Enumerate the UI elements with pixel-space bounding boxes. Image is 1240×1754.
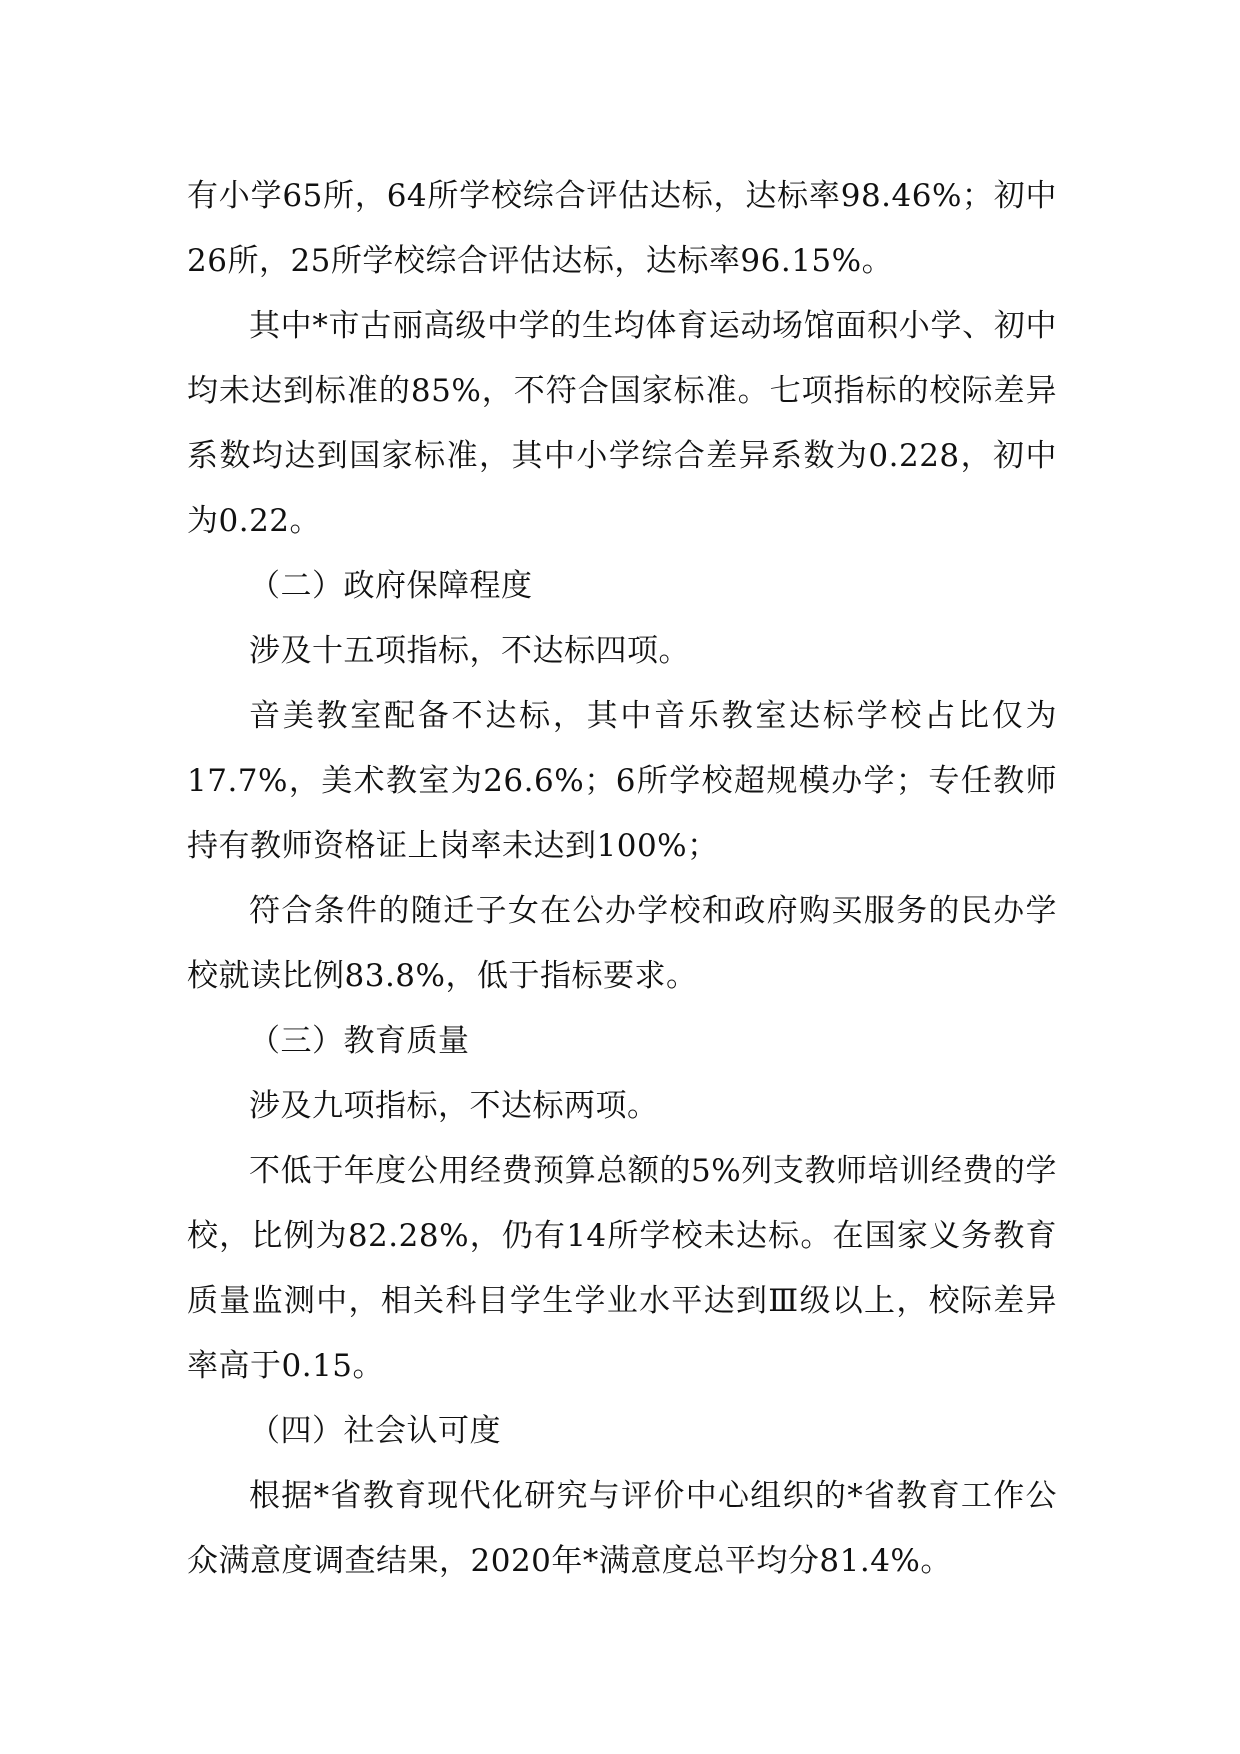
paragraph-training-funds: 不低于年度公用经费预算总额的5%列支教师培训经费的学校，比例为82.28%，仍有14所学校未达标。在国家义务教育质量监测中，相关科目学生学业水平达到Ⅲ级以上，校际差异率高于0.15。 (187, 1153, 1057, 1384)
paragraph-school-assessment: 有小学65所，64所学校综合评估达标，达标率98.46%；初中26所，25所学校综合评估达标，达标率96.15%。 (187, 178, 1057, 279)
document-page (187, 164, 1057, 1594)
paragraph-fifteen-indicators: 涉及十五项指标，不达标四项。 (249, 633, 690, 669)
paragraph-nine-indicators: 涉及九项指标，不达标两项。 (249, 1088, 659, 1124)
section-heading-government-guarantee: （二）政府保障程度 (249, 568, 533, 604)
paragraph-sports-facility: 其中*市古丽高级中学的生均体育运动场馆面积小学、初中均未达到标准的85%，不符合国家标准。七项指标的校际差异系数均达到国家标准，其中小学综合差异系数为0.228，初中为0.22。 (187, 308, 1057, 539)
section-heading-social-recognition: （四）社会认可度 (249, 1413, 501, 1449)
paragraph-music-art-rooms: 音美教室配备不达标，其中音乐教室达标学校占比仅为17.7%，美术教室为26.6%；6所学校超规模办学；专任教师持有教师资格证上岗率未达到100%； (187, 698, 1057, 864)
section-heading-education-quality: （三）教育质量 (249, 1023, 470, 1059)
paragraph-satisfaction-survey: 根据*省教育现代化研究与评价中心组织的*省教育工作公众满意度调查结果，2020年*满意度总平均分81.4%。 (187, 1478, 1057, 1579)
paragraph-migrant-children: 符合条件的随迁子女在公办学校和政府购买服务的民办学校就读比例83.8%，低于指标要求。 (187, 893, 1057, 994)
